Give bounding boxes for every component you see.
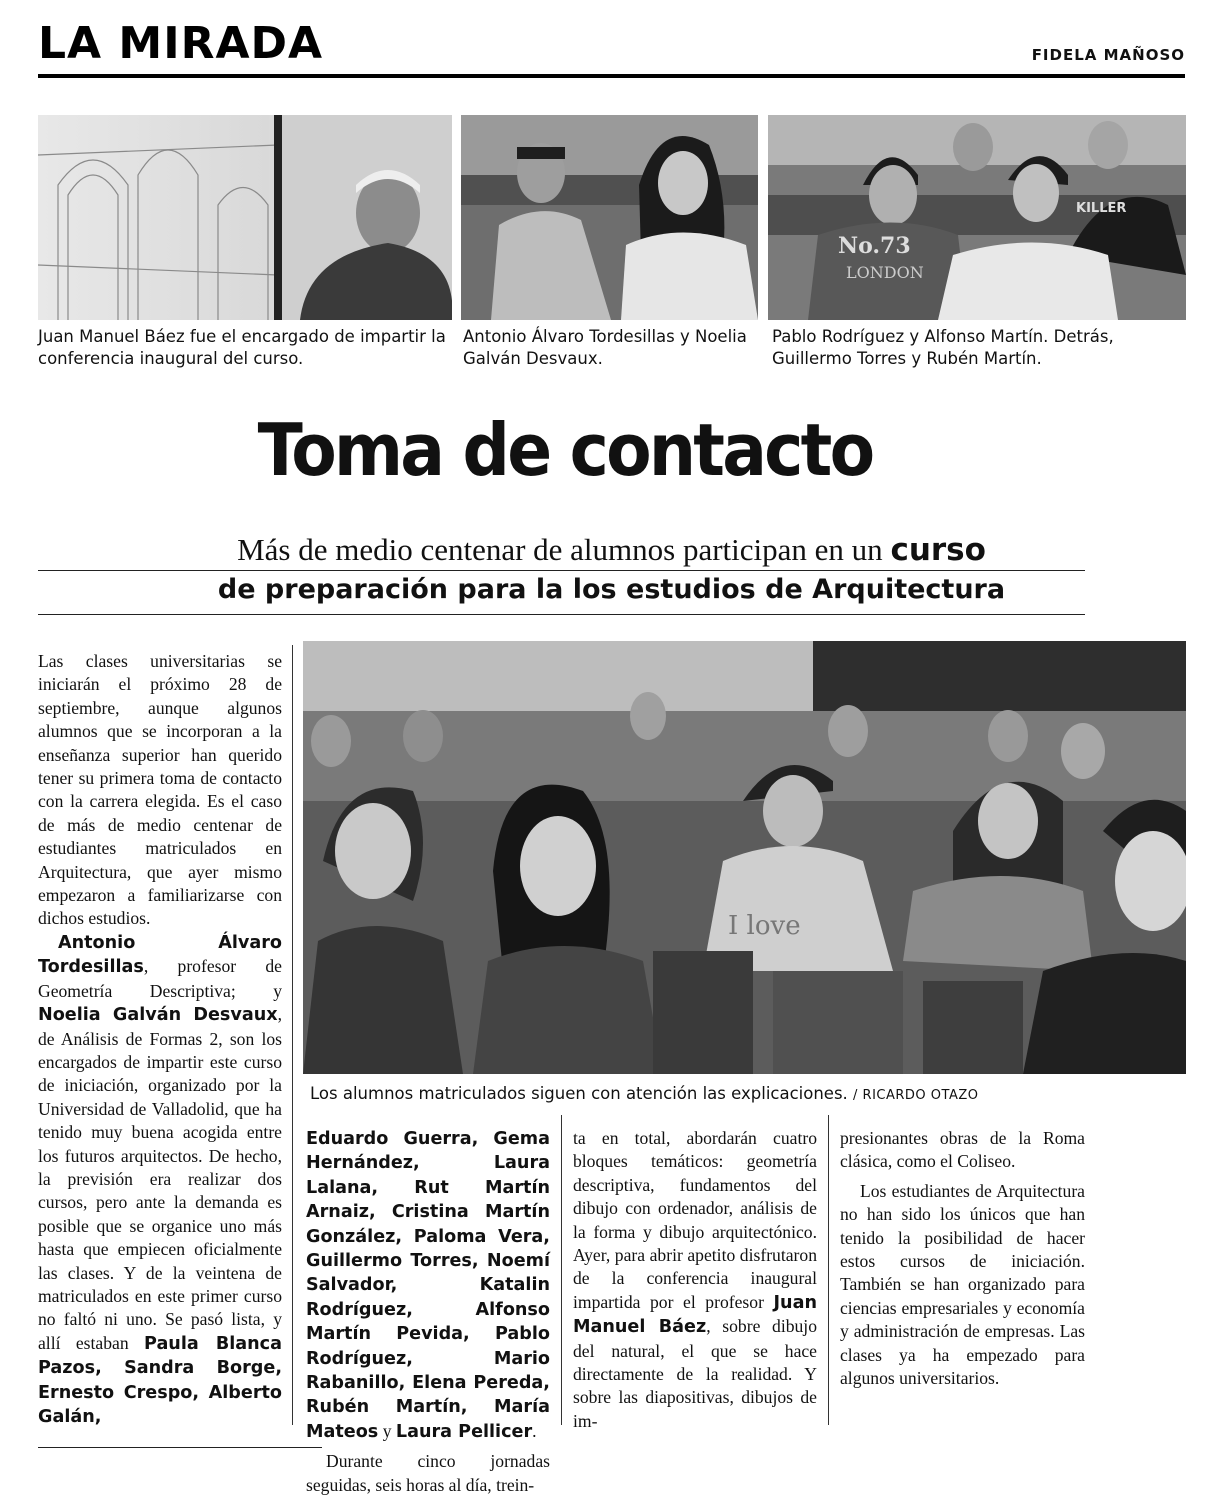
- paragraph: presionantes obras de la Roma clásica, como el Coliseo.: [840, 1128, 1085, 1172]
- deck-rule-1: [38, 570, 1085, 571]
- paragraph: Los estudiantes de Arquitectura no han sido los únicos que han tenido la posibilidad de hacer estos cursos de iniciación. También se han organizado para ciencias empresariales y economía y administración de empresas. Las clases ya ha empezado para algunos universitarios.: [840, 1180, 1085, 1389]
- photo-credit: / RICARDO OTAZO: [853, 1088, 979, 1103]
- article-column-2: [306, 1127, 550, 1497]
- text: , profesor de Geometría Descriptiva; y: [38, 956, 282, 1001]
- column-end-rule: [38, 1447, 322, 1448]
- text: , de Análisis de Formas 2, son los encargados de impartir este curso de iniciación, organizado por la Universidad de Valladolid, que ha tenido muy buena acogida entre los futuros arquitectos. De hecho, la previsión era realizar dos cursos, pero ante la demanda es posible que se organice uno más hasta que empiecen oficialmente las clases. Y de la veintena de matriculados en este primer curso no faltó ni uno. Se pasó lista, y allí estaban: [38, 1004, 282, 1353]
- column-rule: [292, 645, 293, 1425]
- headline: Toma de contacto: [257, 408, 873, 492]
- shirt-print: LONDON: [846, 263, 924, 282]
- text: , sobre dibujo del natural, el que se hace directamente de la realidad. Y sobre las diapositivas, dibujos de im-: [573, 1316, 817, 1431]
- deck-line-2: de preparación para la los estudios de Arquitectura: [217, 574, 1006, 605]
- deck-rule-2: [38, 614, 1085, 615]
- deck-line-1: [38, 532, 1185, 568]
- caption-text: Los alumnos matriculados siguen con atención las explicaciones.: [310, 1084, 848, 1103]
- photo-students-classroom: [303, 641, 1186, 1074]
- bold-name: Laura Pellicer: [395, 1421, 533, 1442]
- photo-students-group: [768, 115, 1186, 320]
- text: ta en total, abordarán cuatro bloques temáticos: geometría descriptiva, fundamentos del dibujo con ordenador, análisis de la forma y dibujo arquitectónico. Ayer, para abrir apetito disfrutaron de la conferencia inaugural impartida por el profesor: [573, 1128, 817, 1312]
- bold-names: Eduardo Guerra, Gema Hernández, Laura Lalana, Rut Martín Arnaiz, Cristina Martín González, Paloma Vera, Guillermo Torres, Noemí Salvador, Katalin Rodríguez, Alfonso Martín Pevida, Pablo Rodríguez, Mario Rabanillo, Elena Pereda, Rubén Martín, María Mateos: [306, 1129, 550, 1442]
- column-rule: [561, 1115, 562, 1425]
- byline: FIDELA MAÑOSO: [1031, 46, 1185, 64]
- paragraph: [38, 931, 282, 1430]
- shirt-print: I love: [728, 911, 801, 941]
- text: .: [532, 1420, 537, 1441]
- shirt-print: KILLER: [1076, 201, 1127, 216]
- photo-caption-3: Pablo Rodríguez y Alfonso Martín. Detrás, Guillermo Torres y Rubén Martín.: [772, 327, 1114, 368]
- deck-bold: curso: [890, 532, 986, 568]
- article-column-1: [38, 650, 282, 1429]
- article-column-4: [840, 1127, 1085, 1390]
- paragraph: Las clases universitarias se iniciarán el próximo 28 de septiembre, aunque algunos alumnos que se incorporan a la enseñanza superior han querido tener su primera toma de contacto con la carrera elegida. Es el caso de más de medio centenar de estudiantes matriculados en Arquitectura, que ayer mismo empezaron a familiarizarse con dichos estudios.: [38, 651, 282, 929]
- deck-text: Más de medio centenar de alumnos participan en un: [237, 532, 883, 567]
- bold-name: Noelia Galván Desvaux: [38, 1005, 278, 1026]
- bold-name: Juan Manuel Báez: [573, 1292, 817, 1338]
- shirt-print: No.73: [838, 233, 911, 259]
- paragraph: [573, 1127, 817, 1433]
- main-photo-caption: [310, 1083, 1180, 1107]
- paragraph: Durante cinco jornadas seguidas, seis horas al día, trein-: [306, 1451, 550, 1495]
- section-title: LA MIRADA: [38, 18, 324, 69]
- column-rule: [828, 1115, 829, 1425]
- photo-juan-manuel-baez: [38, 115, 452, 320]
- bold-names: Paula Blanca Pazos, Sandra Borge, Ernesto Crespo, Alberto Galán,: [38, 1333, 282, 1427]
- photo-tordesillas-galvan: [461, 115, 758, 320]
- paragraph: [306, 1127, 550, 1444]
- article-column-3: [573, 1127, 817, 1433]
- bold-name: Antonio Álvaro Tordesillas: [38, 932, 282, 978]
- photo-caption-1: Juan Manuel Báez fue el encargado de impartir la conferencia inaugural del curso.: [38, 327, 446, 368]
- text: y: [378, 1420, 396, 1441]
- photo-caption-2: Antonio Álvaro Tordesillas y Noelia Galván Desvaux.: [463, 327, 747, 368]
- header-rule: [38, 74, 1185, 78]
